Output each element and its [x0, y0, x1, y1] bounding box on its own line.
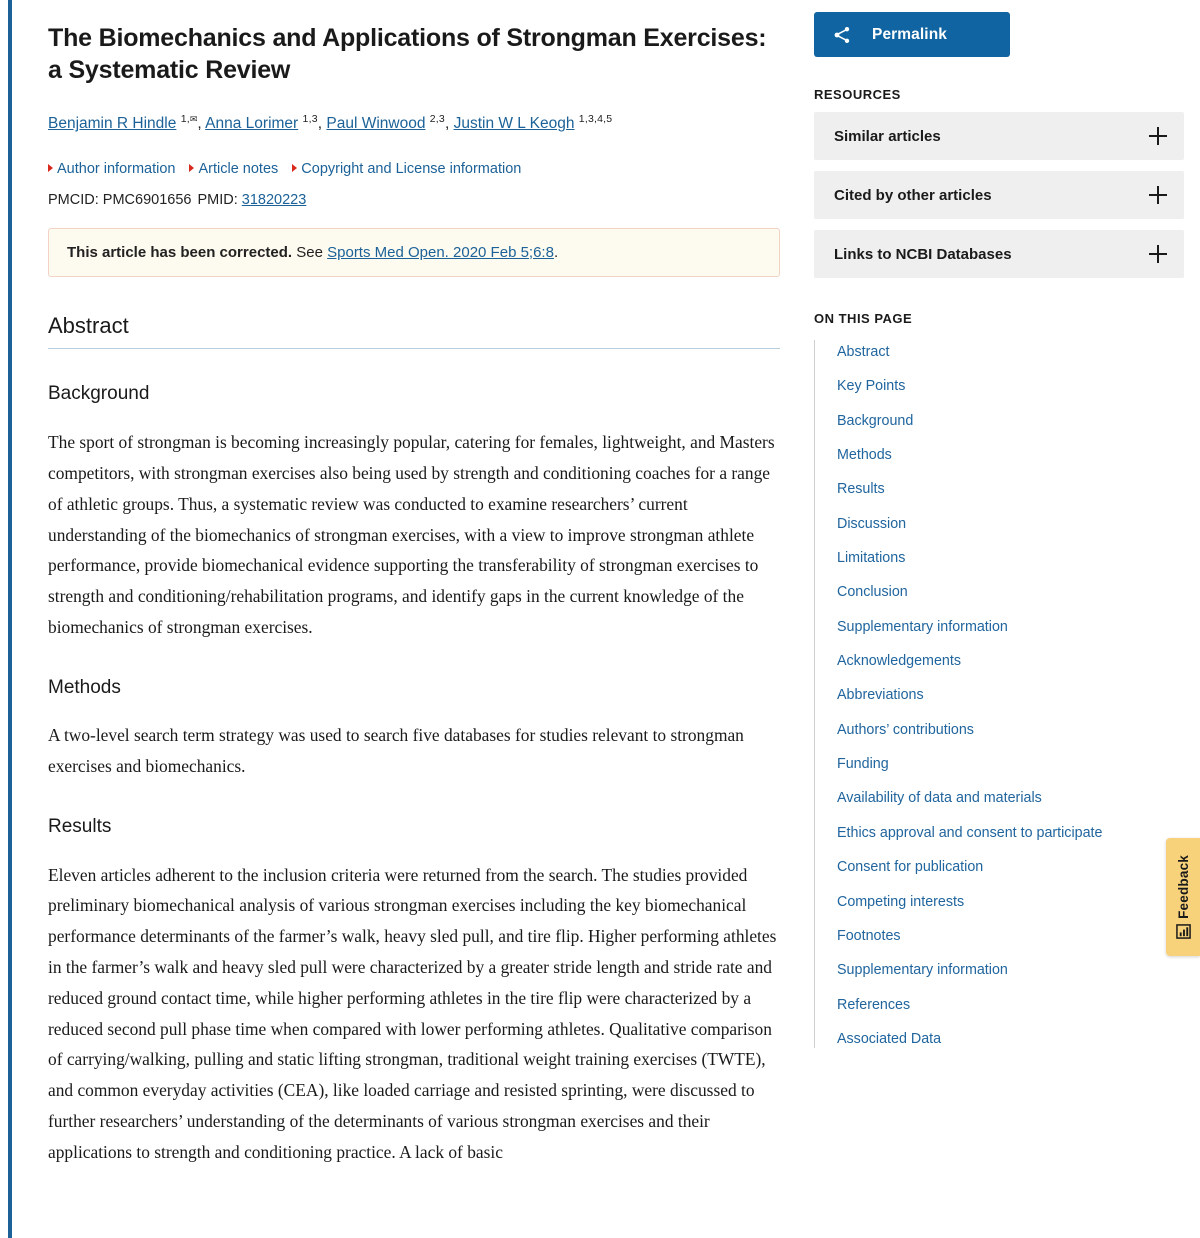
plus-icon[interactable]	[1149, 127, 1167, 145]
article-identifiers	[48, 192, 780, 208]
nav-item-competing-interests[interactable]: Competing interests	[837, 893, 965, 910]
nav-item-conclusion[interactable]: Conclusion	[837, 584, 908, 601]
nav-item-methods[interactable]: Methods	[837, 447, 892, 464]
author-affiliation-3: 1,3,4,5	[578, 113, 613, 125]
accordion-links-to-ncbi-databases[interactable]	[814, 230, 1184, 278]
nav-item-background[interactable]: Background	[837, 412, 914, 429]
pmcid-value: PMC6901656	[102, 192, 192, 209]
author-affiliation-0: 1,	[180, 113, 190, 125]
pmid-label: PMID:	[197, 192, 238, 209]
accordion-cited-by-other-articles[interactable]	[814, 171, 1184, 219]
resources-title: RESOURCES	[814, 87, 901, 102]
accordion-label: Similar articles	[834, 127, 941, 145]
nav-item-limitations[interactable]: Limitations	[837, 550, 906, 567]
author-link-0[interactable]: Benjamin R Hindle	[48, 115, 177, 133]
nav-item-references[interactable]: References	[837, 996, 911, 1013]
nav-item-supplementary-information[interactable]: Supplementary information	[837, 618, 1008, 635]
copyright-license-label: Copyright and License information	[301, 161, 522, 178]
author-entry: Benjamin R Hindle $^{1,✉}$,	[48, 113, 206, 133]
correction-see-text: See	[292, 244, 328, 262]
nav-item-ethics-approval[interactable]: Ethics approval and consent to participate	[837, 824, 1103, 841]
pmid-link[interactable]: 31820223	[241, 192, 307, 209]
on-this-page-nav	[814, 340, 1184, 1048]
feedback-label: Feedback	[1175, 854, 1191, 919]
correction-reference-link[interactable]: Sports Med Open. 2020 Feb 5;6:8	[327, 244, 554, 262]
triangle-marker-icon	[48, 164, 53, 172]
author-link-2[interactable]: Paul Winwood	[326, 115, 426, 133]
nav-item-acknowledgements[interactable]: Acknowledgements	[837, 653, 961, 670]
nav-item-associated-data[interactable]: Associated Data	[837, 1030, 942, 1047]
section-text-background: The sport of strongman is becoming increasingly popular, catering for females, lightweight, and Masters competitors, with strongman exercises also being used by strength and conditioning coaches for a range of athletic groups. Thus, a systematic review was conducted to examine researchers’ current understanding of the biomechanics of strongman exercises, with a view to improve strongman athlete performance, provide biomechanical evidence supporting the transferability of strongman exercises to strength and conditioning/rehabilitation programs, and identify gaps in the current knowledge of the biomechanics of strongman exercises.	[48, 432, 775, 637]
correction-bold-text: This article has been corrected.	[67, 244, 293, 262]
share-icon	[832, 25, 852, 45]
nav-item-authors-contributions[interactable]: Authors’ contributions	[837, 721, 974, 738]
feedback-tab[interactable]	[1166, 838, 1200, 956]
triangle-marker-icon	[292, 164, 297, 172]
article-notes-label: Article notes	[198, 161, 279, 178]
accordion-similar-articles[interactable]	[814, 112, 1184, 160]
section-heading-methods: Methods	[48, 676, 121, 698]
feedback-chart-icon	[1176, 924, 1191, 939]
page-title: The Biomechanics and Applications of Strongman Exercises: a Systematic Review	[48, 24, 767, 84]
copyright-license-link[interactable]	[292, 161, 521, 177]
article-sidebar	[800, 0, 1200, 1048]
author-entry: Anna Lorimer $^{1,3}$,	[205, 113, 327, 133]
section-text-methods: A two-level search term strategy was used to search five databases for studies relevant to strongman exercises and biomechanics.	[48, 725, 744, 777]
nav-item-footnotes[interactable]: Footnotes	[837, 927, 901, 944]
section-heading-background: Background	[48, 383, 150, 405]
article-meta-links	[48, 157, 780, 182]
nav-item-supplementary-information-2[interactable]: Supplementary information	[837, 962, 1008, 979]
abstract-heading: Abstract	[48, 313, 780, 349]
article-notes-link[interactable]	[189, 161, 278, 177]
triangle-marker-icon	[189, 164, 194, 172]
permalink-button-label: Permalink	[872, 25, 947, 43]
nav-item-availability-of-data-and-materials[interactable]: Availability of data and materials	[837, 790, 1042, 807]
accordion-label: Cited by other articles	[834, 186, 992, 204]
permalink-button[interactable]	[814, 12, 1010, 57]
plus-icon[interactable]	[1149, 245, 1167, 263]
nav-item-abstract[interactable]: Abstract	[837, 344, 890, 360]
author-link-3[interactable]: Justin W L Keogh	[453, 115, 575, 133]
pmcid-label: PMCID:	[48, 192, 99, 209]
author-list	[48, 112, 780, 135]
corresponding-author-envelope-icon[interactable]: ✉	[189, 114, 198, 124]
section-text-results: Eleven articles adherent to the inclusion criteria were returned from the search. The studies provided preliminary biomechanical analysis of various strongman exercises including the key biomechanical performance determinants of the farmer’s walk, heavy sled pull, and tire flip. Higher performing athletes in the farmer’s walk and heavy sled pull were characterized by a greater stride length and stride rate and reduced ground contact time, while higher performing athletes in the tire flip were characterized by a reduced second pull phase time when compared with lower performing athletes. Qualitative comparison of carrying/walking, pulling and static lifting strongman, traditional weight training exercises (TWTE), and common everyday activities (CEA), like loaded carriage and resisted sprinting, were discussed to further researchers’ understanding of the determinants of various strongman exercises and their applications to strength and conditioning practice. A lack of basic	[48, 864, 777, 1162]
author-affiliation-1: 1,3	[302, 113, 318, 125]
accordion-label: Links to NCBI Databases	[834, 245, 1012, 263]
author-entry	[454, 115, 613, 132]
correction-period: .	[553, 244, 559, 262]
nav-item-key-points[interactable]: Key Points	[837, 378, 906, 395]
nav-item-results[interactable]: Results	[837, 481, 885, 498]
author-affiliation-2: 2,3	[429, 113, 445, 125]
nav-item-abbreviations[interactable]: Abbreviations	[837, 687, 924, 704]
nav-item-consent-for-publication[interactable]: Consent for publication	[837, 859, 984, 876]
on-this-page-title: ON THIS PAGE	[814, 311, 913, 326]
section-heading-results: Results	[48, 815, 112, 837]
author-entry: Paul Winwood $^{2,3}$,	[326, 113, 454, 133]
correction-notice	[48, 228, 780, 277]
author-information-label: Author information	[57, 161, 176, 178]
author-link-1[interactable]: Anna Lorimer	[205, 115, 299, 133]
plus-icon[interactable]	[1149, 186, 1167, 204]
nav-item-funding[interactable]: Funding	[837, 756, 889, 773]
author-information-link[interactable]	[48, 161, 175, 177]
page-scrollbar[interactable]	[8, 0, 12, 1238]
nav-item-discussion[interactable]: Discussion	[837, 515, 907, 532]
